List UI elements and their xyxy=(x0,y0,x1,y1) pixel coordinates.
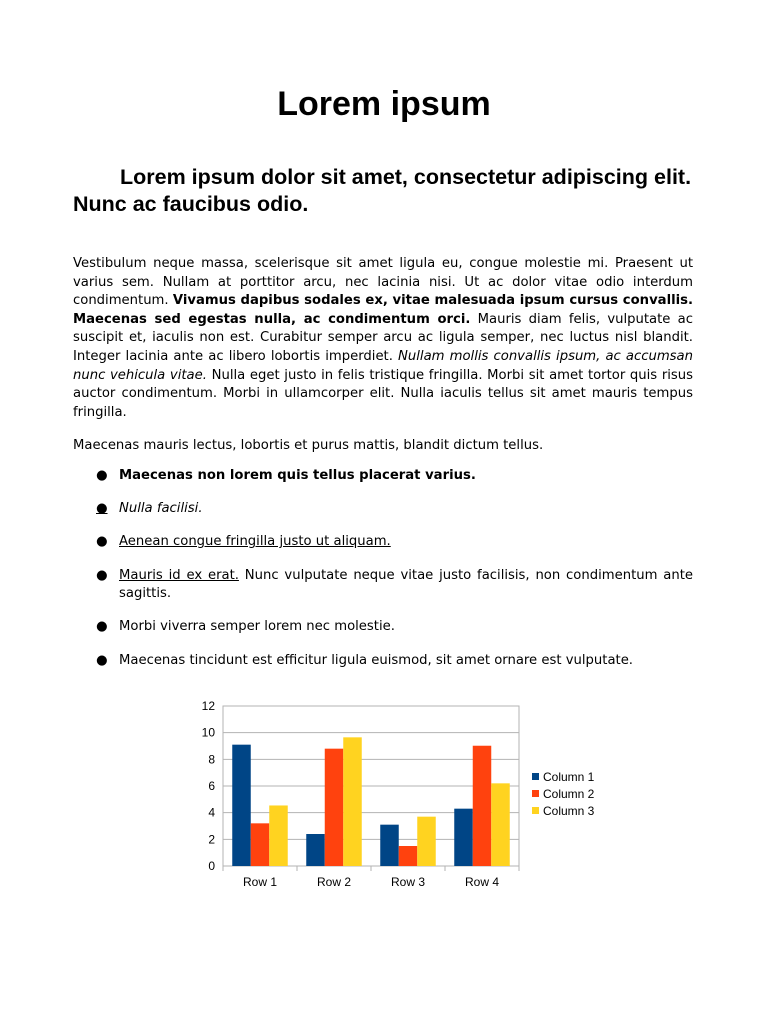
bullet-icon: ● xyxy=(96,567,108,583)
bullet-icon: ● xyxy=(96,501,108,517)
x-tick-label: Row 4 xyxy=(464,875,500,889)
bullet-icon: ● xyxy=(96,468,108,483)
y-tick-label: 0 xyxy=(208,859,215,873)
bar xyxy=(454,809,473,866)
bar-chart-svg xyxy=(190,696,620,896)
paragraph-2: Maecenas mauris lectus, lobortis et purus mattis, blandit dictum tellus. xyxy=(73,438,544,453)
bar xyxy=(399,846,418,866)
paragraph-1-text-b: Mauris diam felis, vulputate ac suscipit et, iaculis non est. Curabitur semper arcu ac ligula semper, nec luctus nisl blandit. Integer lacinia ante ac libero lobortis imperdiet. xyxy=(73,311,694,364)
y-tick-label: 6 xyxy=(208,779,215,793)
bar xyxy=(343,737,362,866)
list-item-text: Nunc vulputate neque vitae justo facilisis, non condimentum ante sagittis. xyxy=(119,567,693,602)
list-item xyxy=(73,500,693,519)
paragraph-1 xyxy=(73,255,693,422)
legend-label: Column 1 xyxy=(543,770,595,784)
list-item-text: Maecenas non lorem quis tellus placerat varius. xyxy=(119,468,476,483)
bullet-icon: ● xyxy=(96,652,108,668)
list-item xyxy=(73,467,693,486)
legend-label: Column 3 xyxy=(543,804,595,818)
y-tick-label: 8 xyxy=(208,752,215,767)
y-tick-label: 4 xyxy=(208,805,215,820)
y-tick-label: 12 xyxy=(201,699,215,713)
document-title: Lorem ipsum xyxy=(277,85,491,123)
list-item xyxy=(73,618,693,637)
bar xyxy=(491,783,510,866)
bar-chart xyxy=(190,696,620,896)
list-item xyxy=(73,533,693,552)
list-item-underlined-text: Mauris id ex erat. xyxy=(119,567,239,583)
bar xyxy=(417,817,436,866)
bar xyxy=(251,823,270,866)
list-item-text: Morbi viverra semper lorem nec molestie. xyxy=(119,619,395,635)
paragraph-1-bold: Vivamus dapibus sodales ex, vitae malesuada ipsum cursus convallis. Maecenas sed egestas nulla, ac condimentum orci. xyxy=(73,293,693,327)
x-tick-label: Row 2 xyxy=(316,875,352,889)
bar xyxy=(232,745,251,866)
bar xyxy=(473,746,492,866)
document-subtitle: Lorem ipsum dolor sit amet, consectetur adipiscing elit. Nunc ac faucibus odio. xyxy=(73,165,692,216)
legend-label: Column 2 xyxy=(543,787,595,801)
x-tick-label: Row 1 xyxy=(242,875,278,889)
bar xyxy=(325,749,344,866)
bar xyxy=(380,825,399,866)
bar xyxy=(306,834,325,866)
bullet-icon: ● xyxy=(96,534,108,550)
y-tick-label: 2 xyxy=(208,832,215,847)
y-tick-label: 10 xyxy=(201,725,215,740)
legend-swatch xyxy=(532,790,539,797)
list-item xyxy=(73,652,693,671)
paragraph-1-text-c: Nulla eget justo in felis tristique fringilla. Morbi sit amet tortor quis risus auctor condimentum. Morbi in ullamcorper elit. Nulla iaculis tellus sit amet mauris tempus fringilla. xyxy=(73,367,694,420)
list-item-text: Maecenas tincidunt est efficitur ligula euismod, sit amet ornare est vulputate. xyxy=(119,652,633,668)
list-item-text: Aenean congue fringilla justo ut aliquam. xyxy=(119,534,391,550)
legend-swatch xyxy=(532,773,539,780)
bar xyxy=(269,805,288,866)
bullet-list xyxy=(73,467,693,685)
list-item-text: Nulla facilisi. xyxy=(119,501,203,517)
x-tick-label: Row 3 xyxy=(390,875,426,889)
list-item xyxy=(73,567,693,604)
legend-swatch xyxy=(532,807,539,814)
paragraph-1-italic: Nullam mollis convallis ipsum, ac accumsan nunc vehicula vitae. xyxy=(73,348,693,383)
paragraph-1-text-a: Vestibulum neque massa, scelerisque sit amet ligula eu, congue molestie mi. Praesent ut varius sem. Nullam at porttitor arcu, nec lacinia nisi. Ut ac dolor vitae odio interdum condimentum. xyxy=(73,256,693,309)
bullet-icon: ● xyxy=(96,619,108,635)
